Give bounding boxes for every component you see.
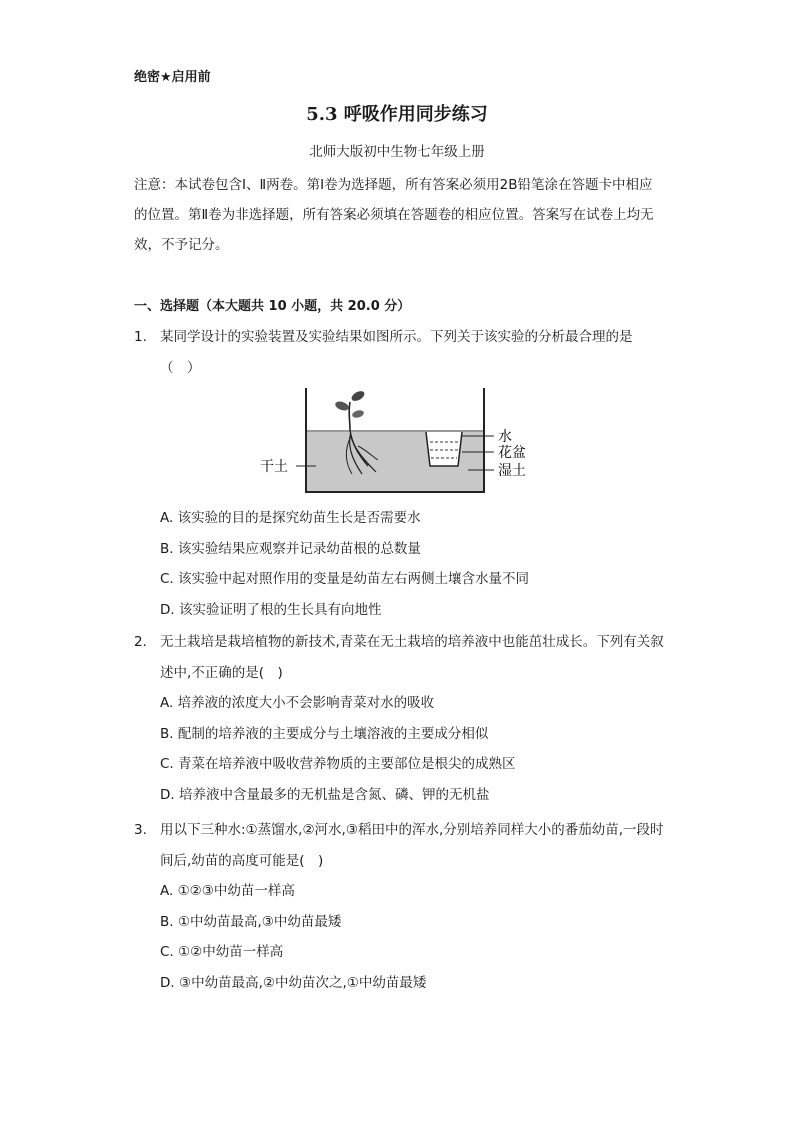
question-stem: 用以下三种水:①蒸馏水,②河水,③稻田中的浑水,分别培养同样大小的番茄幼苗,一段时间后,幼苗的高度可能是( ) [160, 822, 664, 869]
question-1-options [134, 503, 664, 625]
page-title: 5.3 呼吸作用同步练习 [306, 104, 488, 125]
option-d[interactable]: D. 该实验证明了根的生长具有向地性 [160, 601, 382, 618]
exam-notice: 注意：本试卷包含Ⅰ、Ⅱ两卷。第Ⅰ卷为选择题，所有答案必须用2B铅笔涂在答题卡中相应的位置。第Ⅱ卷为非选择题，所有答案必须填在答题卷的相应位置。答案写在试卷上均无效，不予记分。 [134, 177, 654, 253]
experiment-figure [258, 384, 528, 498]
question-stem: 某同学设计的实验装置及实验结果如图所示。下列关于该实验的分析最合理的是（ ） [160, 329, 633, 376]
fig-label-pot: 花盆 [498, 445, 526, 461]
fig-label-water: 水 [498, 429, 512, 445]
option-b[interactable]: B. 配制的培养液的主要成分与土壤溶液的主要成分相似 [160, 725, 489, 742]
question-1 [134, 322, 664, 383]
option-a[interactable]: A. 培养液的浓度大小不会影响青菜对水的吸收 [160, 695, 435, 711]
option-b[interactable]: B. 该实验结果应观察并记录幼苗根的总数量 [160, 540, 421, 557]
question-number: 2. [134, 634, 147, 650]
option-d[interactable]: D. 培养液中含量最多的无机盐是含氮、磷、钾的无机盐 [160, 786, 490, 803]
question-stem: 无土栽培是栽培植物的新技术,青菜在无土栽培的培养液中也能茁壮成长。下列有关叙述中,不正确的是( ) [160, 634, 664, 681]
question-2 [134, 627, 664, 810]
option-c[interactable]: C. 青菜在培养液中吸收营养物质的主要部位是根尖的成熟区 [160, 756, 516, 772]
secret-label: 绝密★启用前 [134, 70, 211, 85]
fig-label-wet-soil: 湿土 [498, 463, 526, 479]
option-a[interactable]: A. 该实验的目的是探究幼苗生长是否需要水 [160, 510, 421, 526]
question-number: 3. [134, 822, 147, 838]
option-c[interactable]: C. 该实验中起对照作用的变量是幼苗左右两侧土壤含水量不同 [160, 571, 530, 587]
section-heading: 一、选择题（本大题共 10 小题，共 20.0 分） [134, 299, 411, 314]
option-b[interactable]: B. ①中幼苗最高,③中幼苗最矮 [160, 913, 342, 930]
question-number: 1. [134, 329, 147, 345]
option-d[interactable]: D. ③中幼苗最高,②中幼苗次之,①中幼苗最矮 [160, 974, 427, 991]
option-c[interactable]: C. ①②中幼苗一样高 [160, 944, 284, 960]
question-3 [134, 815, 664, 998]
fig-label-dry-soil: 干土 [260, 459, 288, 475]
option-a[interactable]: A. ①②③中幼苗一样高 [160, 883, 295, 899]
page-subtitle: 北师大版初中生物七年级上册 [309, 144, 485, 160]
